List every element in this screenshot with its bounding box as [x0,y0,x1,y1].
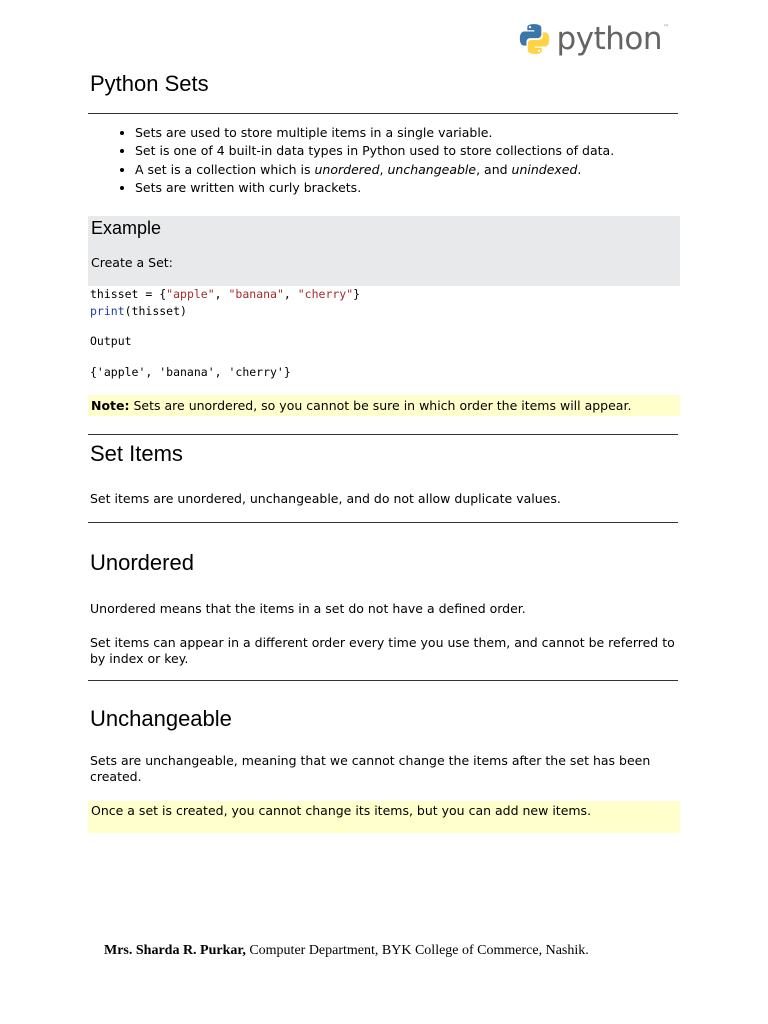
intro-list [90,124,614,197]
unchangeable-text: Sets are unchangeable, meaning that we cannot change the items after the set has been created. [90,753,651,784]
note-text: Note: Sets are unordered, so you cannot be sure in which order the items will appear. [91,398,632,413]
list-item: • Sets are written with curly brackets. [135,179,614,197]
section-heading-unordered: Unordered [90,550,194,575]
divider [88,113,678,114]
divider [88,434,678,435]
python-logo [519,18,669,60]
code-line-1: thisset = {"apple", "banana", "cherry"} [90,287,361,301]
note-box [88,395,680,416]
list-item: • Sets are used to store multiple items in a single variable. [135,124,614,142]
list-item: • Set is one of 4 built-in data types in Python used to store collections of data. [135,142,614,160]
output-value: {'apple', 'banana', 'cherry'} [90,365,291,379]
python-snake-icon [519,20,551,58]
highlight-box [88,801,680,833]
list-item: • A set is a collection which is unordered, unchangeable, and unindexed. [135,161,614,179]
output-label: Output [90,334,132,348]
section-heading-unchangeable: Unchangeable [90,706,232,731]
set-items-text: Set items are unordered, unchangeable, and do not allow duplicate values. [90,491,561,506]
divider [88,680,678,681]
unordered-text-1: Unordered means that the items in a set do not have a defined order. [90,601,526,616]
code-line-2: print(thisset) [90,304,187,318]
section-heading-set-items: Set Items [90,441,183,466]
example-subtitle: Create a Set: [91,255,173,270]
logo-trademark: ™ [663,24,669,31]
page-title: Python Sets [90,71,209,96]
divider [88,522,678,523]
example-box [88,216,680,286]
logo-wordmark: python [556,21,662,57]
highlight-text: Once a set is created, you cannot change its items, but you can add new items. [91,803,592,818]
footer-credit: Mrs. Sharda R. Purkar, Computer Department, BYK College of Commerce, Nashik. [104,943,589,958]
example-heading: Example [91,218,162,238]
unordered-text-2: Set items can appear in a different order every time you use them, and cannot be referred to by index or key. [90,635,675,666]
